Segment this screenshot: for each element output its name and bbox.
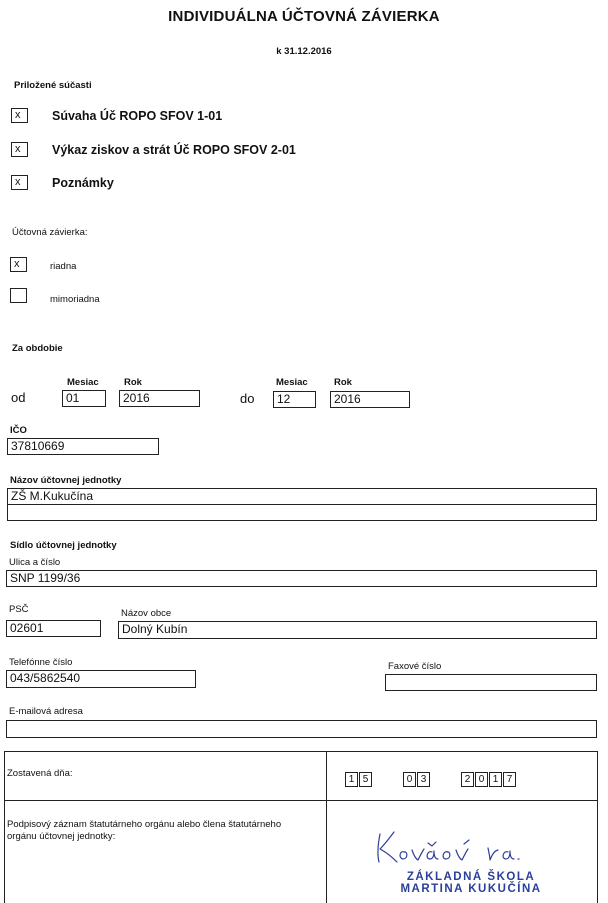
signature-label-line2: orgánu účtovnej jednotky: bbox=[7, 831, 116, 842]
psc-field[interactable]: 02601 bbox=[6, 620, 101, 637]
from-month-field[interactable]: 01 bbox=[62, 390, 106, 407]
period-label: Za obdobie bbox=[12, 343, 63, 354]
component-label-balance: Súvaha Úč ROPO SFOV 1-01 bbox=[52, 109, 223, 123]
table-middle-border bbox=[4, 800, 598, 801]
compiled-year-digit-2[interactable]: 0 bbox=[475, 772, 488, 787]
phone-label: Telefónne číslo bbox=[9, 657, 73, 668]
component-checkbox-profit-loss[interactable]: x bbox=[11, 142, 28, 157]
stamp-line1: ZÁKLADNÁ ŠKOLA bbox=[406, 871, 536, 883]
statement-type-label-regular: riadna bbox=[50, 261, 77, 272]
city-field[interactable]: Dolný Kubín bbox=[118, 621, 597, 639]
entity-name-label: Názov účtovnej jednotky bbox=[10, 475, 122, 486]
ico-field[interactable]: 37810669 bbox=[7, 438, 159, 455]
table-top-border bbox=[4, 751, 598, 752]
to-year-label: Rok bbox=[334, 377, 352, 388]
street-label: Ulica a číslo bbox=[9, 557, 61, 568]
to-label: do bbox=[240, 391, 255, 406]
statement-type-label-extraordinary: mimoriadna bbox=[50, 294, 100, 305]
statement-type-checkbox-extraordinary[interactable] bbox=[10, 288, 27, 303]
stamp bbox=[380, 871, 562, 895]
compiled-day-digit-2[interactable]: 5 bbox=[359, 772, 372, 787]
ico-label: IČO bbox=[10, 425, 27, 436]
compiled-month-digit-1[interactable]: 0 bbox=[403, 772, 416, 787]
fax-field[interactable] bbox=[385, 674, 597, 691]
psc-label: PSČ bbox=[9, 604, 29, 615]
component-checkbox-balance[interactable]: x bbox=[11, 108, 28, 123]
compiled-label: Zostavená dňa: bbox=[7, 768, 73, 779]
compiled-year-digit-1[interactable]: 2 bbox=[461, 772, 474, 787]
fax-label: Faxové číslo bbox=[388, 661, 442, 672]
table-right-border bbox=[597, 751, 598, 903]
component-label-profit-loss: Výkaz ziskov a strát Úč ROPO SFOV 2-01 bbox=[52, 143, 296, 157]
compiled-day-digit-1[interactable]: 1 bbox=[345, 772, 358, 787]
address-label: Sídlo účtovnej jednotky bbox=[10, 540, 117, 551]
to-month-field[interactable]: 12 bbox=[273, 391, 316, 408]
street-field[interactable]: SNP 1199/36 bbox=[6, 570, 597, 587]
phone-field[interactable]: 043/5862540 bbox=[6, 670, 196, 688]
components-label: Priložené súčasti bbox=[14, 80, 92, 91]
compiled-year-digit-3[interactable]: 1 bbox=[489, 772, 502, 787]
page-title: INDIVIDUÁLNA ÚČTOVNÁ ZÁVIERKA bbox=[168, 8, 440, 25]
component-label-notes: Poznámky bbox=[52, 176, 114, 190]
signature-label-line1: Podpisový záznam štatutárneho orgánu alebo člena štatutárneho bbox=[7, 819, 282, 830]
from-month-label: Mesiac bbox=[67, 377, 99, 388]
email-label: E-mailová adresa bbox=[9, 706, 83, 717]
compiled-month-digit-2[interactable]: 3 bbox=[417, 772, 430, 787]
to-year-field[interactable]: 2016 bbox=[330, 391, 410, 408]
from-label: od bbox=[11, 390, 26, 405]
entity-name-field-line2[interactable] bbox=[7, 504, 597, 521]
from-year-label: Rok bbox=[124, 377, 142, 388]
signature-label bbox=[7, 819, 281, 843]
table-center-border bbox=[326, 751, 327, 903]
statement-type-label: Účtovná závierka: bbox=[12, 227, 88, 238]
handwritten-signature bbox=[370, 822, 530, 870]
component-checkbox-notes[interactable]: x bbox=[11, 175, 28, 190]
compiled-year-digit-4[interactable]: 7 bbox=[503, 772, 516, 787]
report-date: k 31.12.2016 bbox=[276, 46, 332, 57]
stamp-line2: MARTINA KUKUČÍNA bbox=[400, 883, 542, 895]
entity-name-field-line1[interactable]: ZŠ M.Kukučína bbox=[7, 488, 597, 505]
city-label: Názov obce bbox=[121, 608, 172, 619]
statement-type-checkbox-regular[interactable]: x bbox=[10, 257, 27, 272]
table-left-border bbox=[4, 751, 5, 903]
from-year-field[interactable]: 2016 bbox=[119, 390, 200, 407]
email-field[interactable] bbox=[6, 720, 597, 738]
to-month-label: Mesiac bbox=[276, 377, 308, 388]
